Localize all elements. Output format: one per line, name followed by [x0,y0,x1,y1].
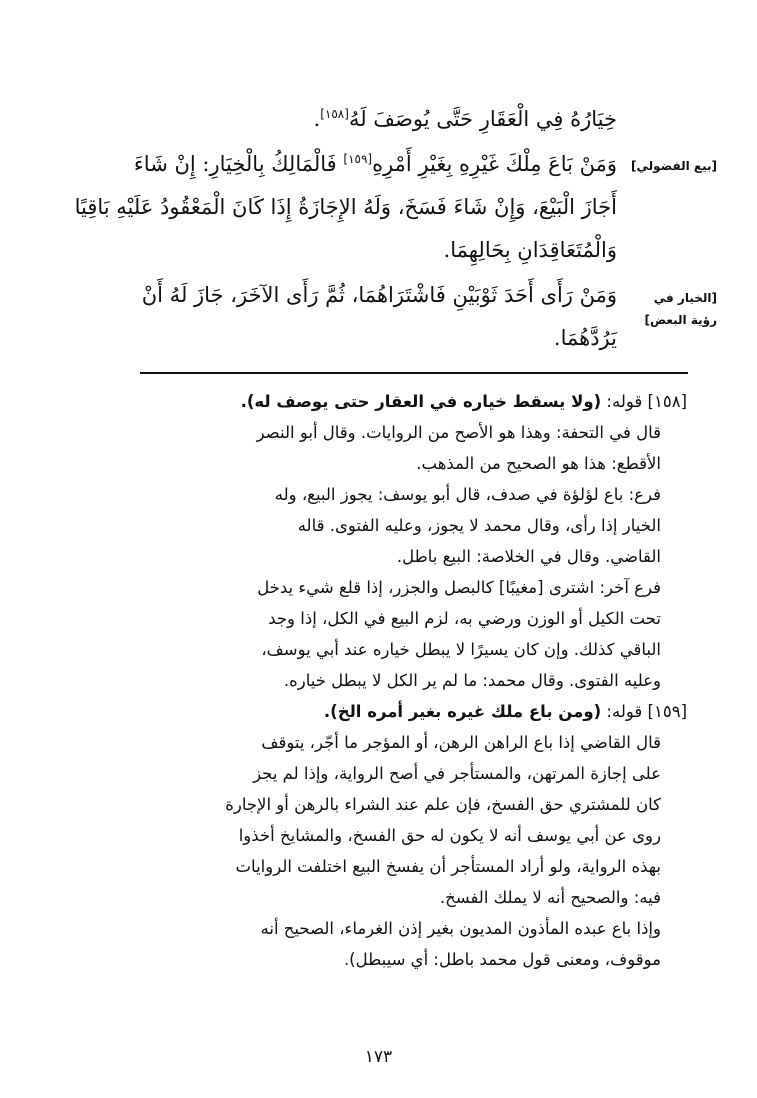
commentary-line: الخيار إذا رأى، وقال محمد لا يجوز، وعليه الفتوى. قاله [297,516,661,535]
commentary-line: فرع: باع لؤلؤة في صدف، قال أبو يوسف: يجوز البيع، وله [274,485,661,504]
commentary-line: قال في التحفة: وهذا هو الأصح من الروايات. وقال أبو النصر [256,423,661,442]
matn-line [69,143,617,186]
commentary-line: على إجازة المرتهن، والمستأجر في أصح الرواية، وإذا لم يجز [253,764,661,783]
commentary-paragraph [69,727,687,913]
matn-segment: خِيَارُهُ فِي الْعَقَارِ حَتَّى يُوصَفَ لَهُ [348,107,617,131]
matn-paragraph [69,143,617,272]
side-note-text: [بيع الفضولي] [631,159,717,173]
commentary-number: [١٥٩] [647,702,687,721]
commentary-line: بهذه الرواية، ولو أراد المستأجر أن يفسخ البيع اختلفت الروايات [235,857,661,876]
commentary-paragraph [69,572,687,696]
commentary-label: قوله: [606,702,643,721]
commentary-paragraph [69,417,687,479]
footnote-ref: [١٥٨] [320,107,349,121]
commentary-line: تحت الكيل أو الوزن ورضي به، لزم البيع في الكل، إذا وجد [268,609,661,628]
matn-line: يَرُدَّهُمَا. [553,326,617,350]
commentary-line: الباقي كذلك. وإن كان يسيرًا لا يبطل خياره عند أبي يوسف، [261,640,661,659]
commentary-line: وإذا باع عبده المأذون المديون بغير إذن الغرماء، الصحيح أنه [260,919,661,938]
commentary-quote: (ولا يسقط خياره في العقار حتى يوصف له). [240,392,602,411]
matn-segment: . [313,107,321,131]
footnote-divider [140,372,688,374]
matn-line: أَجَازَ الْبَيْعَ، وَإِنْ شَاءَ فَسَخَ، وَلَهُ الإِجَازَةُ إِذَا كَانَ الْمَعْقُودُ عَلَيْهِ بَاقِيًا [74,195,617,219]
side-note-partial-viewing [627,287,717,331]
commentary-paragraph [69,913,687,975]
commentary-line: كان للمشتري حق الفسخ، فإن علم عند الشراء بالرهن أو الإجارة [225,795,661,814]
commentary-paragraph [69,479,687,572]
commentary-section [69,386,687,975]
matn-segment: وَمَنْ بَاعَ مِلْكَ غَيْرِهِ بِغَيْرِ أَمْرِهِ [372,152,617,176]
commentary-line: القاضي. وقال في الخلاصة: البيع باطل. [396,547,661,566]
commentary-line: فيه: والصحيح أنه لا يملك الفسخ. [439,888,661,907]
matn-line: وَالْمُتَعَاقِدَانِ بِحَالِهِمَا. [443,238,617,262]
side-note-text: [الخيار في [653,291,717,305]
matn-text [69,98,617,360]
page-number: ١٧٣ [364,1047,393,1067]
matn-line [69,98,617,141]
commentary-line: موقوف، ومعنى قول محمد باطل: أي سيبطل). [343,950,661,969]
matn-line: وَمَنْ رَأَى أَحَدَ ثَوْبَيْنِ فَاشْتَرَاهُمَا، ثُمَّ رَأَى الآخَرَ، جَازَ لَهُ أَنْ [141,283,617,307]
side-note-text: رؤية البعض] [644,313,717,327]
commentary-line: روى عن أبي يوسف أنه لا يكون له حق الفسخ، والمشايخ أخذوا [238,826,661,845]
matn-paragraph [69,274,617,360]
commentary-number: [١٥٨] [647,392,687,411]
commentary-entry-head [69,386,687,417]
matn-segment: فَالْمَالِكُ بِالْخِيَارِ: إِنْ شَاءَ [133,152,344,176]
side-note-fuduli-sale [627,155,717,177]
commentary-quote: (ومن باع ملك غيره بغير أمره الخ). [323,702,602,721]
commentary-line: الأقطع: هذا هو الصحيح من المذهب. [416,454,661,473]
footnote-ref: [١٥٩] [343,152,373,166]
commentary-line: فرع آخر: اشترى [مغيبًا] كالبصل والجزر، إذا قلع شيء يدخل [257,578,661,597]
commentary-line: وعليه الفتوى. وقال محمد: ما لم ير الكل لا يبطل خياره. [283,671,661,690]
commentary-line: قال القاضي إذا باع الراهن الرهن، أو المؤجر ما أجّر، يتوقف [261,733,661,752]
matn-paragraph [69,98,617,141]
commentary-label: قوله: [606,392,643,411]
commentary-entry-head [69,696,687,727]
